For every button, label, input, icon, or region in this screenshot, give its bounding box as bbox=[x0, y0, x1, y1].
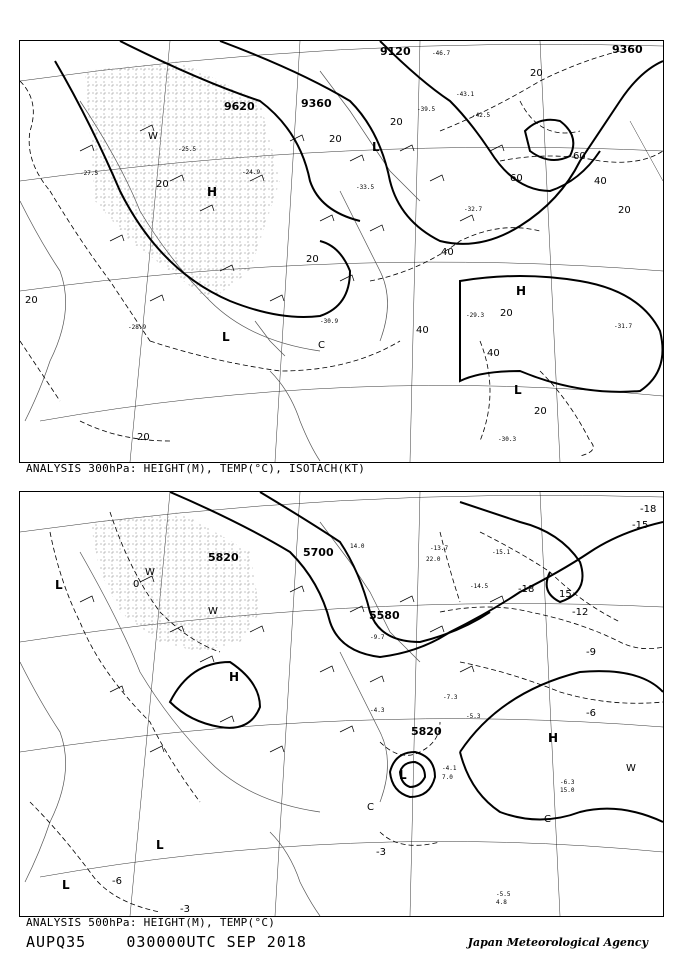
map-panel-500hpa bbox=[19, 491, 664, 917]
map-300hpa bbox=[20, 41, 663, 462]
low-center: L bbox=[222, 330, 230, 344]
low-center: L bbox=[156, 838, 164, 852]
low-center: L bbox=[514, 383, 522, 397]
low-center: L bbox=[55, 578, 63, 592]
height-label: 5820 bbox=[411, 725, 442, 738]
station-value: -4.1 bbox=[442, 765, 457, 772]
isotach-label: 40 bbox=[416, 325, 429, 336]
warm-center: W bbox=[208, 606, 218, 617]
low-center: L bbox=[62, 878, 70, 892]
station-value: -13.7 bbox=[430, 545, 449, 552]
temp-label: -18 bbox=[518, 584, 535, 595]
station-value: -29.3 bbox=[466, 312, 485, 319]
station-value: -4.3 bbox=[370, 707, 385, 714]
isotach-label: 20 bbox=[306, 254, 319, 265]
station-value: -9.7 bbox=[370, 634, 385, 641]
isotach-label: 20 bbox=[137, 432, 150, 443]
station-value: 14.0 bbox=[350, 543, 365, 550]
isotach-label: 40 bbox=[487, 348, 500, 359]
temp-label: -12 bbox=[572, 607, 589, 618]
temp-label: -18 bbox=[640, 504, 657, 515]
station-value: -14.5 bbox=[470, 583, 489, 590]
high-center: H bbox=[516, 284, 527, 298]
isotach-label: 20 bbox=[534, 406, 547, 417]
station-value: -33.5 bbox=[356, 184, 375, 191]
cold-center: C bbox=[367, 802, 374, 813]
warm-center: W bbox=[145, 567, 155, 578]
warm-center: W bbox=[148, 131, 158, 142]
cold-center: C bbox=[318, 340, 325, 351]
isotach-label: 60 bbox=[510, 173, 523, 184]
station-value: -27.5 bbox=[80, 170, 99, 177]
temp-label: -3 bbox=[180, 904, 190, 915]
temp-label: -6 bbox=[586, 708, 596, 719]
map-500hpa bbox=[20, 492, 663, 916]
station-value: -15.1 bbox=[492, 549, 511, 556]
temp-label: 15 bbox=[559, 589, 572, 600]
station-value: -7.3 bbox=[443, 694, 458, 701]
station-value: -5.3 bbox=[466, 713, 481, 720]
station-value: -42.5 bbox=[472, 112, 491, 119]
height-label: 9620 bbox=[224, 100, 255, 113]
station-value: -31.7 bbox=[614, 323, 633, 330]
station-value: 15.0 bbox=[560, 787, 575, 794]
map-panel-300hpa bbox=[19, 40, 664, 463]
hatched-region bbox=[90, 512, 260, 652]
height-label: 9360 bbox=[612, 43, 643, 56]
height-label: 9360 bbox=[301, 97, 332, 110]
height-label: 5700 bbox=[303, 546, 334, 559]
station-value: -30.9 bbox=[320, 318, 339, 325]
valid-time: 030000UTC SEP 2018 bbox=[126, 933, 307, 951]
isotach-label: 20 bbox=[500, 308, 513, 319]
high-center: H bbox=[207, 185, 218, 199]
height-label: 5580 bbox=[369, 609, 400, 622]
isotach-label: 60 bbox=[573, 151, 586, 162]
high-center: H bbox=[548, 731, 559, 745]
high-center: H bbox=[229, 670, 240, 684]
chart-identifier bbox=[26, 933, 307, 951]
station-value: -43.1 bbox=[456, 91, 475, 98]
isotach-label: 20 bbox=[25, 295, 38, 306]
temp-label: 0 bbox=[133, 579, 140, 590]
caption-300hpa: ANALYSIS 300hPa: HEIGHT(M), TEMP(°C), ISOTACH(KT) bbox=[26, 462, 366, 475]
agency-name: Japan Meteorological Agency bbox=[467, 936, 648, 949]
station-value: -6.3 bbox=[560, 779, 575, 786]
height-label: 9120 bbox=[380, 45, 411, 58]
temp-label: -3 bbox=[376, 847, 386, 858]
station-value: -25.5 bbox=[178, 146, 197, 153]
station-value: -39.5 bbox=[417, 106, 436, 113]
isotach-label: 40 bbox=[441, 247, 454, 258]
isotach-label: 20 bbox=[329, 134, 342, 145]
warm-center: W bbox=[626, 763, 636, 774]
caption-500hpa: ANALYSIS 500hPa: HEIGHT(M), TEMP(°C) bbox=[26, 916, 276, 929]
low-center: L bbox=[372, 140, 380, 154]
height-label: 5820 bbox=[208, 551, 239, 564]
isotach-label: 20 bbox=[390, 117, 403, 128]
isotach-label: 40 bbox=[594, 176, 607, 187]
station-value: -30.3 bbox=[498, 436, 517, 443]
station-value: -28.9 bbox=[128, 324, 147, 331]
temp-label: -6 bbox=[112, 876, 122, 887]
isotach-label: 20 bbox=[618, 205, 631, 216]
station-value: -24.9 bbox=[242, 169, 261, 176]
isotach-label: 20 bbox=[156, 179, 169, 190]
station-value: -32.7 bbox=[464, 206, 483, 213]
station-value: -46.7 bbox=[432, 50, 451, 57]
station-value: 4.8 bbox=[496, 899, 507, 906]
chart-code: AUPQ35 bbox=[26, 933, 87, 951]
temp-label: -15 bbox=[632, 520, 649, 531]
temp-label: -9 bbox=[586, 647, 596, 658]
low-center: L bbox=[399, 768, 407, 782]
station-value: 7.0 bbox=[442, 774, 453, 781]
isotach-label: 20 bbox=[530, 68, 543, 79]
station-value: 22.0 bbox=[426, 556, 441, 563]
station-value: -5.5 bbox=[496, 891, 511, 898]
cold-center: C bbox=[544, 814, 551, 825]
